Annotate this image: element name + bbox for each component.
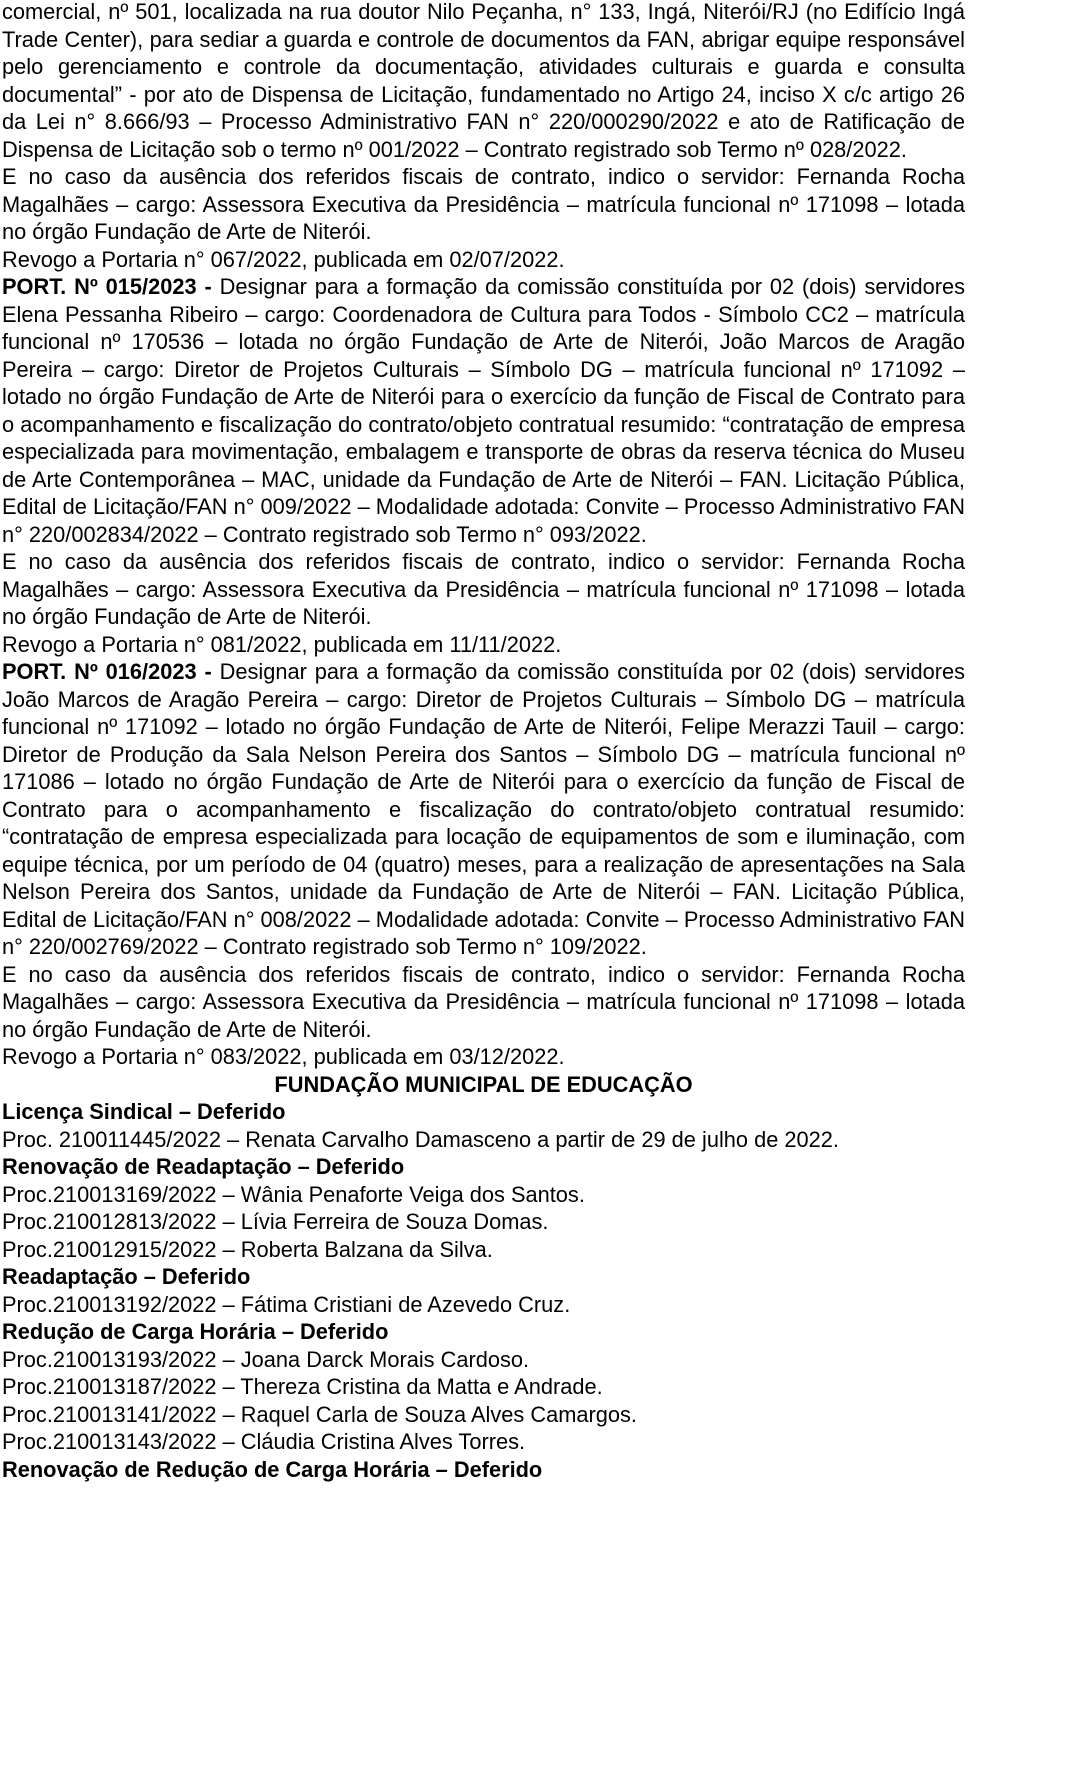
group-heading: Licença Sindical – Deferido xyxy=(2,1099,286,1124)
paragraph-substitute-fiscal: E no caso da ausência dos referidos fiscais de contrato, indico o servidor: Fernanda Rocha Magalhães – cargo: Assessora Executiva da Presidência – matrícula funcional nº 171098 – lotada no órgão Fundação de Arte de Niterói. xyxy=(2,164,965,244)
portaria-body: Designar para a formação da comissão constituída por 02 (dois) servidores Elena Pessanha Ribeiro – cargo: Coordenadora de Cultura para Todos - Símbolo CC2 – matrícula funcional nº 170536 – lotada no órgão Fundação de Arte de Niterói, João Marcos de Aragão Pereira – cargo: Diretor de Projetos Culturais – Símbolo DG – matrícula funcional nº 171092 – lotado no órgão Fundação de Arte de Niterói para o exercício da função de Fiscal de Contrato para o acompanhamento e fiscalização do contrato/objeto contratual resumido: “contratação de empresa especializada para movimentação, embalagem e transporte de obras da reserva técnica do Museu de Arte Contemporânea – MAC, unidade da Fundação de Arte de Niterói – FAN. Licitação Pública, Edital de Licitação/FAN n° 009/2022 – Modalidade adotada: Convite – Processo Administrativo FAN n° 220/002834/2022 – Contrato registrado sob Termo n° 093/2022. xyxy=(2,274,965,547)
decision-groups xyxy=(2,1098,965,1483)
paragraph-revocation: Revogo a Portaria n° 083/2022, publicada em 03/12/2022. xyxy=(2,1044,565,1069)
paragraph-substitute-fiscal: E no caso da ausência dos referidos fiscais de contrato, indico o servidor: Fernanda Rocha Magalhães – cargo: Assessora Executiva da Presidência – matrícula funcional nº 171098 – lotada no órgão Fundação de Arte de Niterói. xyxy=(2,961,965,1042)
portaria-015-2023 xyxy=(2,273,965,548)
portaria-number: PORT. Nº 016/2023 - xyxy=(2,659,212,684)
portaria-number: PORT. Nº 015/2023 - xyxy=(2,274,212,299)
group-heading: Renovação de Redução de Carga Horária – Deferido xyxy=(2,1456,543,1482)
process-entry: Proc.210013169/2022 – Wânia Penaforte Veiga dos Santos. xyxy=(2,1181,585,1207)
paragraph-revocation: Revogo a Portaria n° 081/2022, publicada em 11/11/2022. xyxy=(2,631,562,657)
group-heading: Renovação de Readaptação – Deferido xyxy=(2,1154,405,1179)
process-entry: Proc.210012813/2022 – Lívia Ferreira de Souza Domas. xyxy=(2,1209,549,1234)
document-page xyxy=(2,0,965,1483)
paragraph-contract-continuation: comercial, nº 501, localizada na rua doutor Nilo Peçanha, n° 133, Ingá, Niterói/RJ (no Edifício Ingá Trade Center), para sediar a guarda e controle de documentos da FAN, abrigar equipe responsável pelo gerenciamento e controle da documentação, atividades culturais e guarda e consulta documental” - por ato de Dispensa de Licitação, fundamentado no Artigo 24, inciso X c/c artigo 26 da Lei n° 8.666/93 – Processo Administrativo FAN n° 220/000290/2022 e ato de Ratificação de Dispensa de Licitação sob o termo nº 001/2022 – Contrato registrado sob Termo nº 028/2022. xyxy=(2,0,965,162)
group-heading: Redução de Carga Horária – Deferido xyxy=(2,1319,389,1344)
portaria-body: Designar para a formação da comissão constituída por 02 (dois) servidores João Marcos de Aragão Pereira – cargo: Diretor de Projetos Culturais – Símbolo DG – matrícula funcional nº 171092 – lotado no órgão Fundação de Arte de Niterói, Felipe Merazzi Tauil – cargo: Diretor de Produção da Sala Nelson Pereira dos Santos – Símbolo DG – matrícula funcional nº 171086 – lotado no órgão Fundação de Arte de Niterói para o exercício da função de Fiscal de Contrato para o acompanhamento e fiscalização do contrato/objeto contratual resumido: “contratação de empresa especializada para locação de equipamentos de som e iluminação, com equipe técnica, por um período de 04 (quatro) meses, para a realização de apresentações na Sala Nelson Pereira dos Santos, unidade da Fundação de Arte de Niterói – FAN. Licitação Pública, Edital de Licitação/FAN n° 008/2022 – Modalidade adotada: Convite – Processo Administrativo FAN n° 220/002769/2022 – Contrato registrado sob Termo n° 109/2022. xyxy=(2,659,965,959)
process-entry: Proc.210013187/2022 – Thereza Cristina da Matta e Andrade. xyxy=(2,1374,603,1399)
process-entry: Proc.210012915/2022 – Roberta Balzana da Silva. xyxy=(2,1236,493,1262)
paragraph-substitute-fiscal: E no caso da ausência dos referidos fiscais de contrato, indico o servidor: Fernanda Rocha Magalhães – cargo: Assessora Executiva da Presidência – matrícula funcional nº 171098 – lotada no órgão Fundação de Arte de Niterói. xyxy=(2,549,965,629)
process-entry: Proc.210013193/2022 – Joana Darck Morais Cardoso. xyxy=(2,1346,530,1372)
process-entry: Proc.210013143/2022 – Cláudia Cristina Alves Torres. xyxy=(2,1429,526,1454)
process-entry: Proc.210013192/2022 – Fátima Cristiani de Azevedo Cruz. xyxy=(2,1291,571,1317)
group-heading: Readaptação – Deferido xyxy=(2,1264,251,1289)
paragraph-revocation: Revogo a Portaria n° 067/2022, publicada em 02/07/2022. xyxy=(2,246,565,272)
section-title: FUNDAÇÃO MUNICIPAL DE EDUCAÇÃO xyxy=(274,1071,693,1097)
portaria-016-2023 xyxy=(2,658,965,961)
process-entry: Proc.210013141/2022 – Raquel Carla de Souza Alves Camargos. xyxy=(2,1401,637,1427)
process-entry: Proc. 210011445/2022 – Renata Carvalho Damasceno a partir de 29 de julho de 2022. xyxy=(2,1126,839,1152)
